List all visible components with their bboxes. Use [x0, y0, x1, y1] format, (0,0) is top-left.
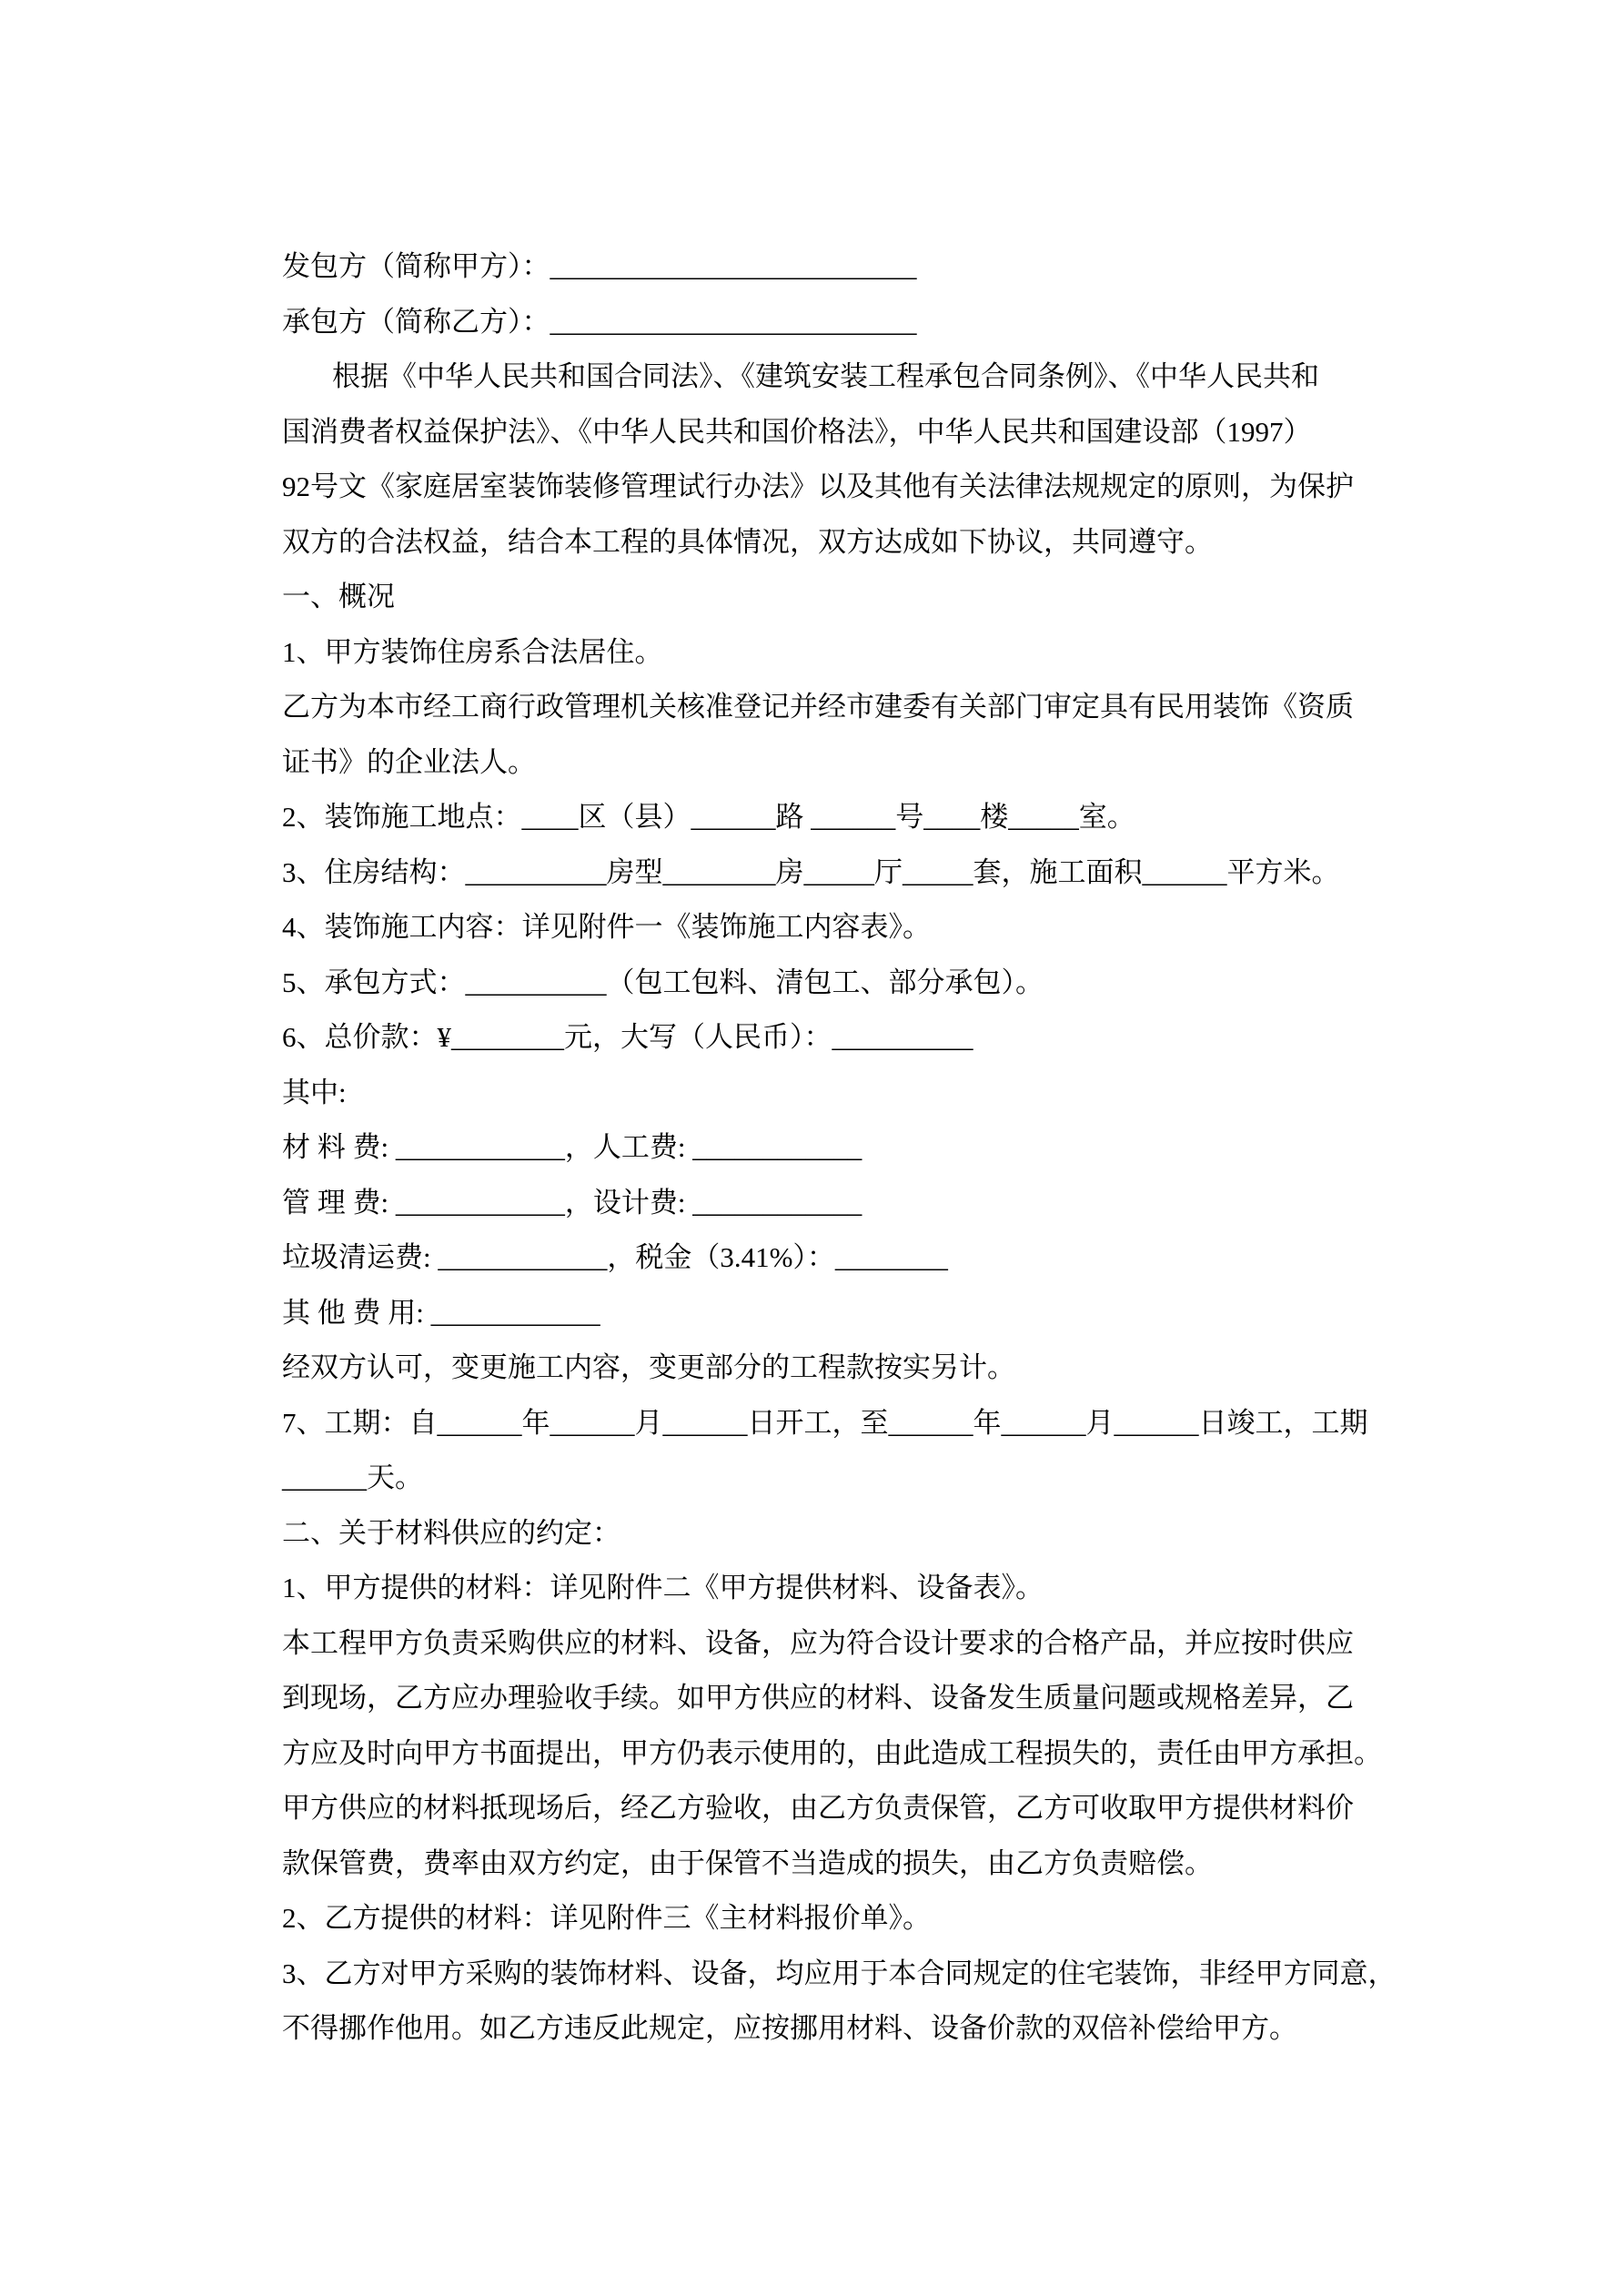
document-line: 管 理 费: ____________，设计费: ____________: [282, 1186, 862, 1219]
document-line: 其 他 费 用: ____________: [282, 1296, 600, 1329]
document-line: 材 料 费: ____________，人工费: ____________: [282, 1131, 862, 1163]
document-line: 1、甲方提供的材料：详见附件二《甲方提供材料、设备表》。: [282, 1572, 1044, 1603]
document-line: 2、装饰施工地点：____区（县）______路 ______号____楼_____室。: [282, 801, 1135, 833]
document-line: 发包方（简称甲方）：__________________________: [282, 250, 917, 282]
document-line: 1、甲方装饰住房系合法居住。: [282, 635, 663, 668]
document-line: 垃圾清运费: ____________，税金（3.41%）：________: [282, 1241, 948, 1273]
document-line: 承包方（简称乙方）：__________________________: [282, 305, 917, 338]
document-line: 3、住房结构：__________房型________房_____厅_____套，施工面积______平方米。: [282, 855, 1340, 888]
document-line: 其中:: [282, 1076, 347, 1108]
document-line: 2、乙方提供的材料：详见附件三《主材料报价单》。: [282, 1902, 931, 1934]
document-page: [282, 239, 1437, 2057]
document-line: 甲方供应的材料抵现场后，经乙方验收，由乙方负责保管，乙方可收取甲方提供材料价: [282, 1792, 1354, 1824]
document-line: 92号文《家庭居室装饰装修管理试行办法》以及其他有关法律法规规定的原则，为保护: [282, 470, 1354, 502]
document-line: 国消费者权益保护法》、《中华人民共和国价格法》，中华人民共和国建设部（1997）: [282, 415, 1312, 448]
document-line: 4、装饰施工内容：详见附件一《装饰施工内容表》。: [282, 911, 931, 943]
document-line: 本工程甲方负责采购供应的材料、设备，应为符合设计要求的合格产品，并应按时供应: [282, 1626, 1354, 1659]
document-line: 不得挪作他用。如乙方违反此规定，应按挪用材料、设备价款的双倍补偿给甲方。: [282, 2012, 1297, 2044]
document-line: 6、总价款：¥________元，大写（人民币）：__________: [282, 1021, 973, 1053]
document-line: 方应及时向甲方书面提出，甲方仍表示使用的，由此造成工程损失的，责任由甲方承担。: [282, 1736, 1382, 1769]
document-line: 经双方认可，变更施工内容，变更部分的工程款按实另计。: [282, 1351, 1015, 1383]
document-line: 双方的合法权益，结合本工程的具体情况，双方达成如下协议，共同遵守。: [282, 525, 1213, 558]
document-line: 一、概况: [282, 581, 395, 612]
document-line: 乙方为本市经工商行政管理机关核准登记并经市建委有关部门审定具有民用装饰《资质: [282, 691, 1354, 723]
document-line: 证书》的企业法人。: [282, 745, 536, 778]
document-line: ______天。: [282, 1462, 423, 1493]
document-line: 7、工期：自______年______月______日开工，至______年______月______日竣工，工期: [282, 1406, 1368, 1439]
document-line: 根据《中华人民共和国合同法》、《建筑安装工程承包合同条例》、《中华人民共和: [332, 360, 1319, 392]
document-line: 3、乙方对甲方采购的装饰材料、设备，均应用于本合同规定的住宅装饰，非经甲方同意，: [282, 1957, 1397, 1989]
document-line: 到现场，乙方应办理验收手续。如甲方供应的材料、设备发生质量问题或规格差异，乙: [282, 1682, 1354, 1714]
document-line: 二、关于材料供应的约定：: [282, 1516, 620, 1549]
document-line: 款保管费，费率由双方约定，由于保管不当造成的损失，由乙方负责赔偿。: [282, 1846, 1213, 1879]
document-line: 5、承包方式：__________（包工包料、清包工、部分承包）。: [282, 966, 1044, 998]
